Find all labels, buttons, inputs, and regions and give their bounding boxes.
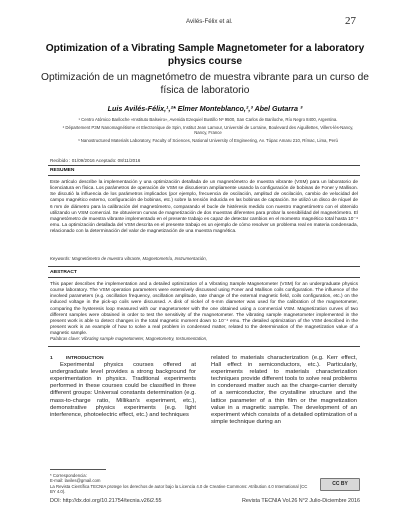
- divider: [48, 165, 360, 166]
- intro-paragraph-left: Experimental physics courses offered at undergraduate level provides a strong background for experimentation in physics. Traditional experiments performed in these courses could be classified in three different groups: Universal constants determination (e.g. mass-to-charge ratio, Millikan's experiment, etc.), demonstrative physics experiments (e.g. light interference, photoelectric effect, etc.) and techniques: [50, 362, 196, 418]
- divider: [48, 277, 360, 278]
- received-accepted-dates: Recibido : 01/09/2016 Aceptado: 08/11/2016: [50, 158, 141, 163]
- divider: [48, 266, 360, 267]
- divider: [48, 346, 360, 347]
- affiliation-1: ¹ Centro Atómico Bariloche «Instituto Balseiro», Avenida Ezequiel Bustillo Nº 9500, San Carlos de Bariloche, Río Negro 8400, Argentina.: [78, 117, 338, 122]
- introduction-heading: [50, 355, 196, 362]
- affiliation-2: ² Département P3M Nanomagnétisme et Electronique de Spin, Institut Jean Lamour, Université de Lorraine, Boulevard des Aiguillettes, Villers-lès-Nancy, Nancy, France: [62, 124, 354, 136]
- journal-citation: Revista TECNIA Vol.26 N°2 Julio-Diciembre 2016: [241, 498, 360, 504]
- running-head-authors: Avilés-Félix et al.: [186, 18, 233, 25]
- divider: [48, 175, 360, 176]
- title-english: Optimization of a Vibrating Sample Magnetometer for a laboratory physics course: [45, 43, 365, 67]
- running-head: [0, 15, 406, 30]
- resumen-heading: RESUMEN: [50, 168, 75, 173]
- section-number: 1: [50, 356, 53, 361]
- abstract-text: This paper describes the implementation and a detailed optimization of a Vibrating Sample Magnetometer (VSM) for an undergraduate physics course laboratory. The VSM operation parameters were extensively discussed using Foner and Mallison coils configuration. The influence of the involved parameters (e.g. oscillation frequency, oscillation amplitude, rate change of the external magnetic field, coils configuration, etc.) on the induced voltage in the pick-up coils were discussed. A disk of nickel of 6-mm diameter was used for the calibration of the magnetometer, comparing the hysteresis loop measured with our magnetometer with the one obtained using a commercial VSM. Magnetization curves of two different samples were obtained in order to test the sensitivity of the magnetometer. The vibrating sample magnetometer implemented in the present work is able to detect changes in the total magnetic moment down to 10⁻⁴ emu. The detailed optimization of the VSM described in the present work is an example of how to solve a real problem in condensed matter, related to the determination of the magnetization value of a magnetic sample.: [50, 282, 358, 337]
- correspondence-note: * Correspondencia:: [50, 473, 87, 478]
- footnotes: [50, 473, 362, 495]
- license-note: La Revista Científica TECNIA protege los derechos de autor bajo la Licencia 4.0 de Creative Commons: Atribution 4.0 International (CC BY 4.0).: [50, 483, 308, 495]
- section-title: INTRODUCTION: [66, 356, 104, 361]
- abstract-heading: ABSTRACT: [50, 270, 77, 275]
- doi-link[interactable]: DOI: http://dx.doi.org/10.21754/tecnia.v26i2.55: [50, 498, 162, 504]
- author-email: E-mail: laviles@gmail.com: [50, 478, 101, 484]
- footnote-divider: [50, 469, 106, 470]
- intro-left-column: [50, 355, 196, 419]
- resumen-text: Este artículo describe la implementación y una optimización detallada de un magnetómetro de muestra vibrante (VSM) para un laboratorio de licenciatura en física. Los parámetros de operación de VSM se discutieron ampliamente usando la configuración de bobinas de Foner y Mallison. Se discutió la influencia de los parámetros implicados (por ejemplo, frecuencia de oscilación, amplitud de oscilación, cambio de velocidad del campo magnético externo, configuración de bobinas, etc.) sobre la tensión inducida en las bobinas de captación. Se utilizó un disco de níquel de 6 mm de diámetro para la calibración del magnetómetro, comparando el bucle de histéresis medido con nuestro magnetómetro con el obtenido utilizando un VSM comercial. Se obtuvieron curvas de magnetización de dos muestras diferentes para probar la sensibilidad del magnetómetro. El magnetómetro de muestra vibrante implementado en el presente trabajo es capaz de detectar cambios en el momento magnético total hasta 10⁻⁴ emu. La optimización detallada del VSM descrita en el presente trabajo es un ejemplo de cómo resolver un problema real en materia condensada, relacionado con la determinación del valor de magnetización de una muestra magnética.: [50, 180, 358, 235]
- abstract-keywords: Palabras clave: Vibrating sample magnetometer, Magnetometry, Instrumentation,: [50, 336, 208, 341]
- cc-license-logo: CC BY: [320, 478, 360, 491]
- affiliations: [62, 117, 354, 146]
- intro-right-column: [211, 355, 357, 426]
- intro-paragraph-right: related to materials characterization (e.g. Kerr effect, Hall effect in semiconductors, etc.). Particularly, experiments related to materials characterization techniques provide different tools to solve real problems in condensed matter such as the charge-carrier density of a semiconductor, the crystalline structure and the lattice parameter of a thin film or the magnetization value in a magnetic sample. The development of an experiment which consists of a detailed optimization of a simple technique during an: [211, 355, 357, 425]
- title-spanish: Optimización de un magnetómetro de muestra vibrante para un curso de física de laboratorio: [41, 72, 369, 96]
- resumen-keywords: Keywords: Magnetómetro de muestra vibrante, Magnetometría, Instrumentación,: [50, 256, 207, 261]
- affiliation-3: ³ Nanostructured Materials Laboratory, Faculty of Sciences, National University of Engineering, Av. Túpac Amaru 210, Rímac, Lima, Perú: [78, 138, 338, 144]
- author-list: Luis Avilés-Félix,¹,²* Elmer Monteblanco,²,³ Abel Gutarra ³: [107, 104, 303, 113]
- page-number: 27: [345, 15, 356, 27]
